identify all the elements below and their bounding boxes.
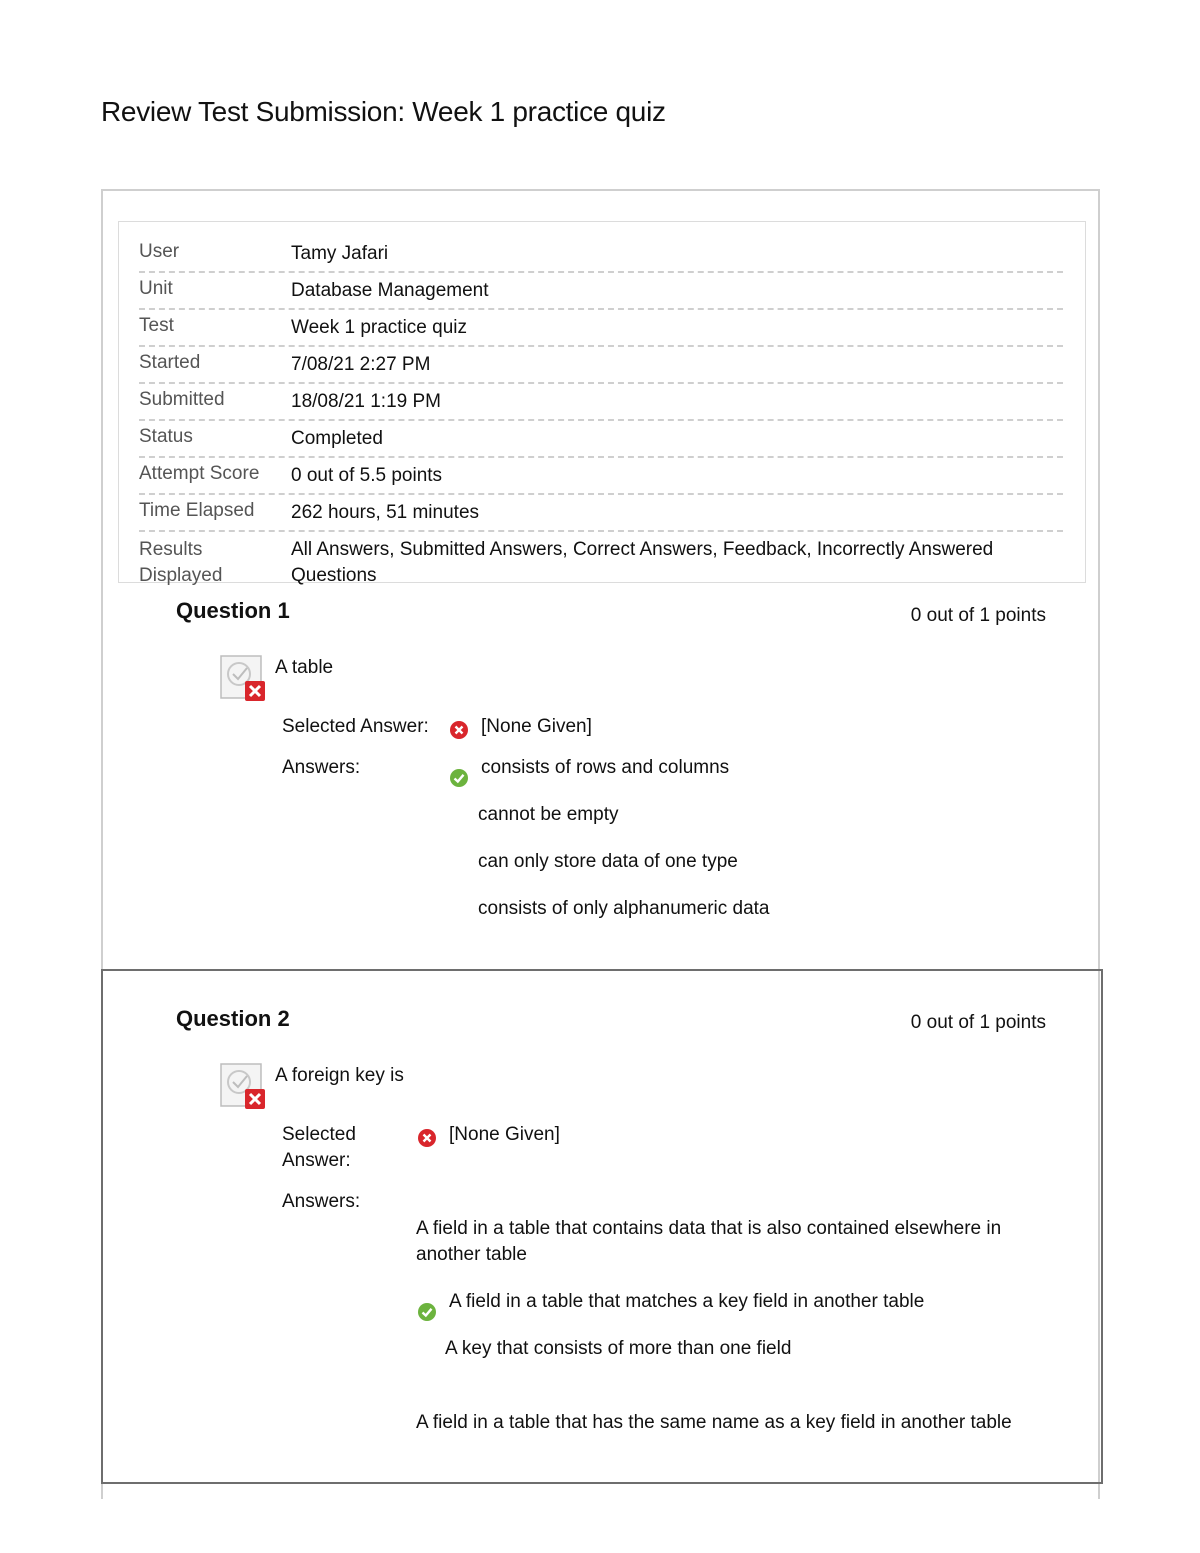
question-incorrect-icon [219, 1062, 267, 1110]
info-label: Results Displayed [139, 539, 223, 586]
info-value: All Answers, Submitted Answers, Correct Answers, Feedback, Incorrectly Answered Questions [291, 539, 994, 586]
info-row-attempt-score [139, 458, 1063, 495]
info-label: Started [139, 352, 201, 373]
answer-option: A key that consists of more than one field [445, 1338, 792, 1359]
info-row-test [139, 310, 1063, 347]
answer-option: A field in a table that matches a key field in another table [449, 1291, 925, 1312]
answer-option: consists of rows and columns [481, 757, 730, 778]
info-value: 18/08/21 1:19 PM [291, 391, 441, 412]
info-row-started [139, 347, 1063, 384]
info-value: 262 hours, 51 minutes [291, 502, 480, 523]
info-label: Test [139, 315, 174, 336]
x-circle-icon [417, 1128, 437, 1148]
answer-option: can only store data of one type [478, 851, 738, 872]
info-label: Status [139, 426, 193, 447]
page-title: Review Test Submission: Week 1 practice quiz [101, 96, 666, 127]
info-label: Unit [139, 278, 173, 299]
info-value: Completed [291, 428, 383, 449]
question-incorrect-icon [219, 654, 267, 702]
info-value: Database Management [291, 280, 489, 301]
info-label: User [139, 241, 180, 262]
selected-answer-value: [None Given] [449, 1124, 560, 1145]
info-row-unit [139, 273, 1063, 310]
answer-option: cannot be empty [478, 804, 619, 825]
info-value: Tamy Jafari [291, 243, 389, 264]
question-text: A table [275, 657, 334, 678]
check-circle-icon [417, 1302, 437, 1322]
info-row-time-elapsed [139, 495, 1063, 532]
answer-option: A field in a table that contains data that is also contained elsewhere in another table [416, 1218, 1002, 1265]
info-row-status [139, 421, 1063, 458]
question-title: Question 1 [176, 598, 290, 623]
question-title: Question 2 [176, 1006, 290, 1031]
check-circle-icon [449, 768, 469, 788]
info-value: 7/08/21 2:27 PM [291, 354, 431, 375]
info-row-results-displayed [139, 532, 1063, 593]
info-label: Attempt Score [139, 463, 260, 484]
info-value: 0 out of 5.5 points [291, 465, 443, 486]
x-circle-icon [449, 720, 469, 740]
info-row-user [139, 236, 1063, 273]
question-text: A foreign key is [275, 1065, 404, 1086]
question-points: 0 out of 1 points [910, 605, 1046, 626]
info-label: Time Elapsed [139, 500, 255, 521]
info-label: Submitted [139, 389, 225, 410]
question-points: 0 out of 1 points [910, 1012, 1046, 1033]
answer-option: A field in a table that has the same name as a key field in another table [416, 1412, 1012, 1433]
selected-answer-label: Selected Answer: [282, 1124, 356, 1171]
selected-answer-label: Selected Answer: [282, 716, 429, 737]
answers-label: Answers: [282, 1191, 361, 1212]
selected-answer-value: [None Given] [481, 716, 592, 737]
info-value: Week 1 practice quiz [291, 317, 468, 338]
info-row-submitted [139, 384, 1063, 421]
answers-label: Answers: [282, 757, 361, 778]
submission-details [139, 236, 1063, 593]
answer-option: consists of only alphanumeric data [478, 898, 770, 919]
